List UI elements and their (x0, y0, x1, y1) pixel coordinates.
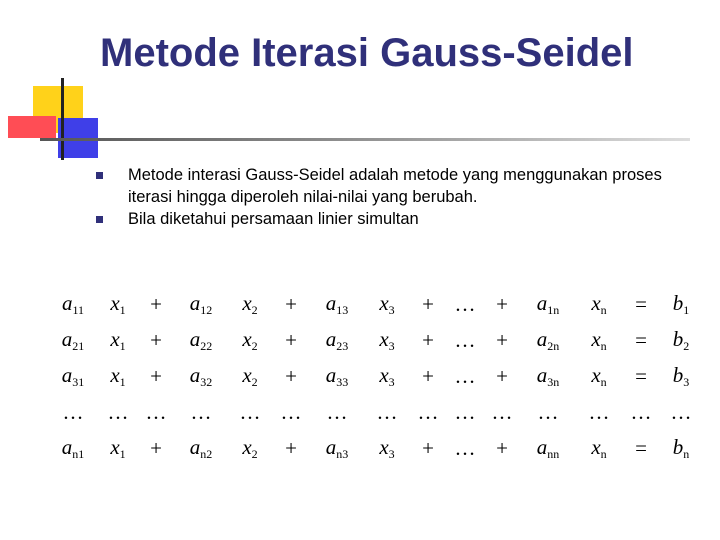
equation-term: … (280, 399, 302, 424)
equation-term: + (422, 435, 434, 460)
equation-term: $a_{n1}$ (61, 434, 85, 461)
equation-term: $a_{nn}$ (536, 434, 560, 461)
equation-term: … (417, 399, 439, 424)
slide-title: Metode Iterasi Gauss-Seidel (100, 31, 634, 75)
bullet-item (96, 208, 706, 230)
equation-term: + (285, 435, 297, 460)
equation-term: + (150, 363, 162, 388)
equation-system (48, 286, 702, 466)
equation-term: $x_3$ (379, 434, 395, 461)
equation-term: $x_n$ (591, 290, 607, 317)
equation-row (48, 394, 702, 430)
equation-term: $a_{23}$ (325, 326, 349, 353)
equation-term: + (496, 291, 508, 316)
equation-term: $x_3$ (379, 326, 395, 353)
equation-term: $a_{33}$ (325, 362, 349, 389)
equation-term: $a_{12}$ (189, 290, 213, 317)
equation-term: + (150, 291, 162, 316)
decor-red-block (8, 116, 56, 138)
bullet-square-icon (96, 216, 103, 223)
equation-term: $a_{2n}$ (536, 326, 560, 353)
equation-term: $x_2$ (242, 326, 258, 353)
equation-term: … (630, 399, 652, 424)
equation-term: + (285, 363, 297, 388)
equation-term: $b_n$ (672, 434, 690, 461)
bullet-square-icon (96, 172, 103, 179)
equation-term: … (454, 435, 476, 460)
equation-term: … (376, 399, 398, 424)
equation-term: $b_1$ (672, 290, 690, 317)
equation-row (48, 286, 702, 322)
bullet-text: Bila diketahui persamaan linier simultan (128, 210, 419, 228)
equation-term: $a_{31}$ (61, 362, 85, 389)
equation-term: … (537, 399, 559, 424)
decor-vertical-line (61, 78, 64, 160)
equation-term: $x_1$ (110, 434, 126, 461)
equation-term: … (454, 363, 476, 388)
equation-term: … (107, 399, 129, 424)
equation-term: $x_1$ (110, 362, 126, 389)
title-underline (40, 138, 690, 141)
equation-term: + (285, 291, 297, 316)
equation-term: … (454, 291, 476, 316)
equation-term: … (145, 399, 167, 424)
bullet-list (96, 164, 706, 230)
equation-term: = (635, 327, 647, 352)
equation-term: + (496, 435, 508, 460)
equation-term: $a_{n2}$ (189, 434, 213, 461)
equation-term: = (635, 435, 647, 460)
equation-row (48, 358, 702, 394)
equation-term: $a_{32}$ (189, 362, 213, 389)
equation-term: $x_n$ (591, 362, 607, 389)
equation-term: … (588, 399, 610, 424)
equation-term: … (190, 399, 212, 424)
equation-row (48, 322, 702, 358)
equation-term: + (150, 327, 162, 352)
equation-term: + (150, 435, 162, 460)
equation-term: + (422, 291, 434, 316)
equation-term: = (635, 291, 647, 316)
equation-term: $x_3$ (379, 362, 395, 389)
equation-term: $x_n$ (591, 326, 607, 353)
equation-term: $a_{3n}$ (536, 362, 560, 389)
equation-term: $x_3$ (379, 290, 395, 317)
equation-term: $x_2$ (242, 290, 258, 317)
equation-term: $b_3$ (672, 362, 690, 389)
equation-term: … (62, 399, 84, 424)
equation-term: … (454, 399, 476, 424)
equation-row (48, 430, 702, 466)
equation-term: $x_n$ (591, 434, 607, 461)
equation-term: + (285, 327, 297, 352)
equation-term: … (491, 399, 513, 424)
equation-term: … (326, 399, 348, 424)
equation-term: $a_{21}$ (61, 326, 85, 353)
equation-term: … (454, 327, 476, 352)
equation-term: = (635, 363, 647, 388)
equation-term: $x_1$ (110, 326, 126, 353)
equation-term: $a_{11}$ (61, 290, 85, 317)
equation-term: … (239, 399, 261, 424)
equation-term: + (422, 327, 434, 352)
equation-term: $a_{13}$ (325, 290, 349, 317)
equation-term: + (496, 327, 508, 352)
equation-term: + (422, 363, 434, 388)
equation-term: $x_2$ (242, 362, 258, 389)
bullet-item (96, 164, 706, 208)
equation-term: $a_{22}$ (189, 326, 213, 353)
equation-term: + (496, 363, 508, 388)
equation-term: $a_{n3}$ (325, 434, 349, 461)
equation-term: … (670, 399, 692, 424)
equation-term: $b_2$ (672, 326, 690, 353)
equation-term: $x_2$ (242, 434, 258, 461)
equation-term: $x_1$ (110, 290, 126, 317)
bullet-text: Metode interasi Gauss-Seidel adalah metode yang menggunakan proses iterasi hingga diperoleh nilai-nilai yang berubah. (128, 166, 662, 206)
equation-term: $a_{1n}$ (536, 290, 560, 317)
